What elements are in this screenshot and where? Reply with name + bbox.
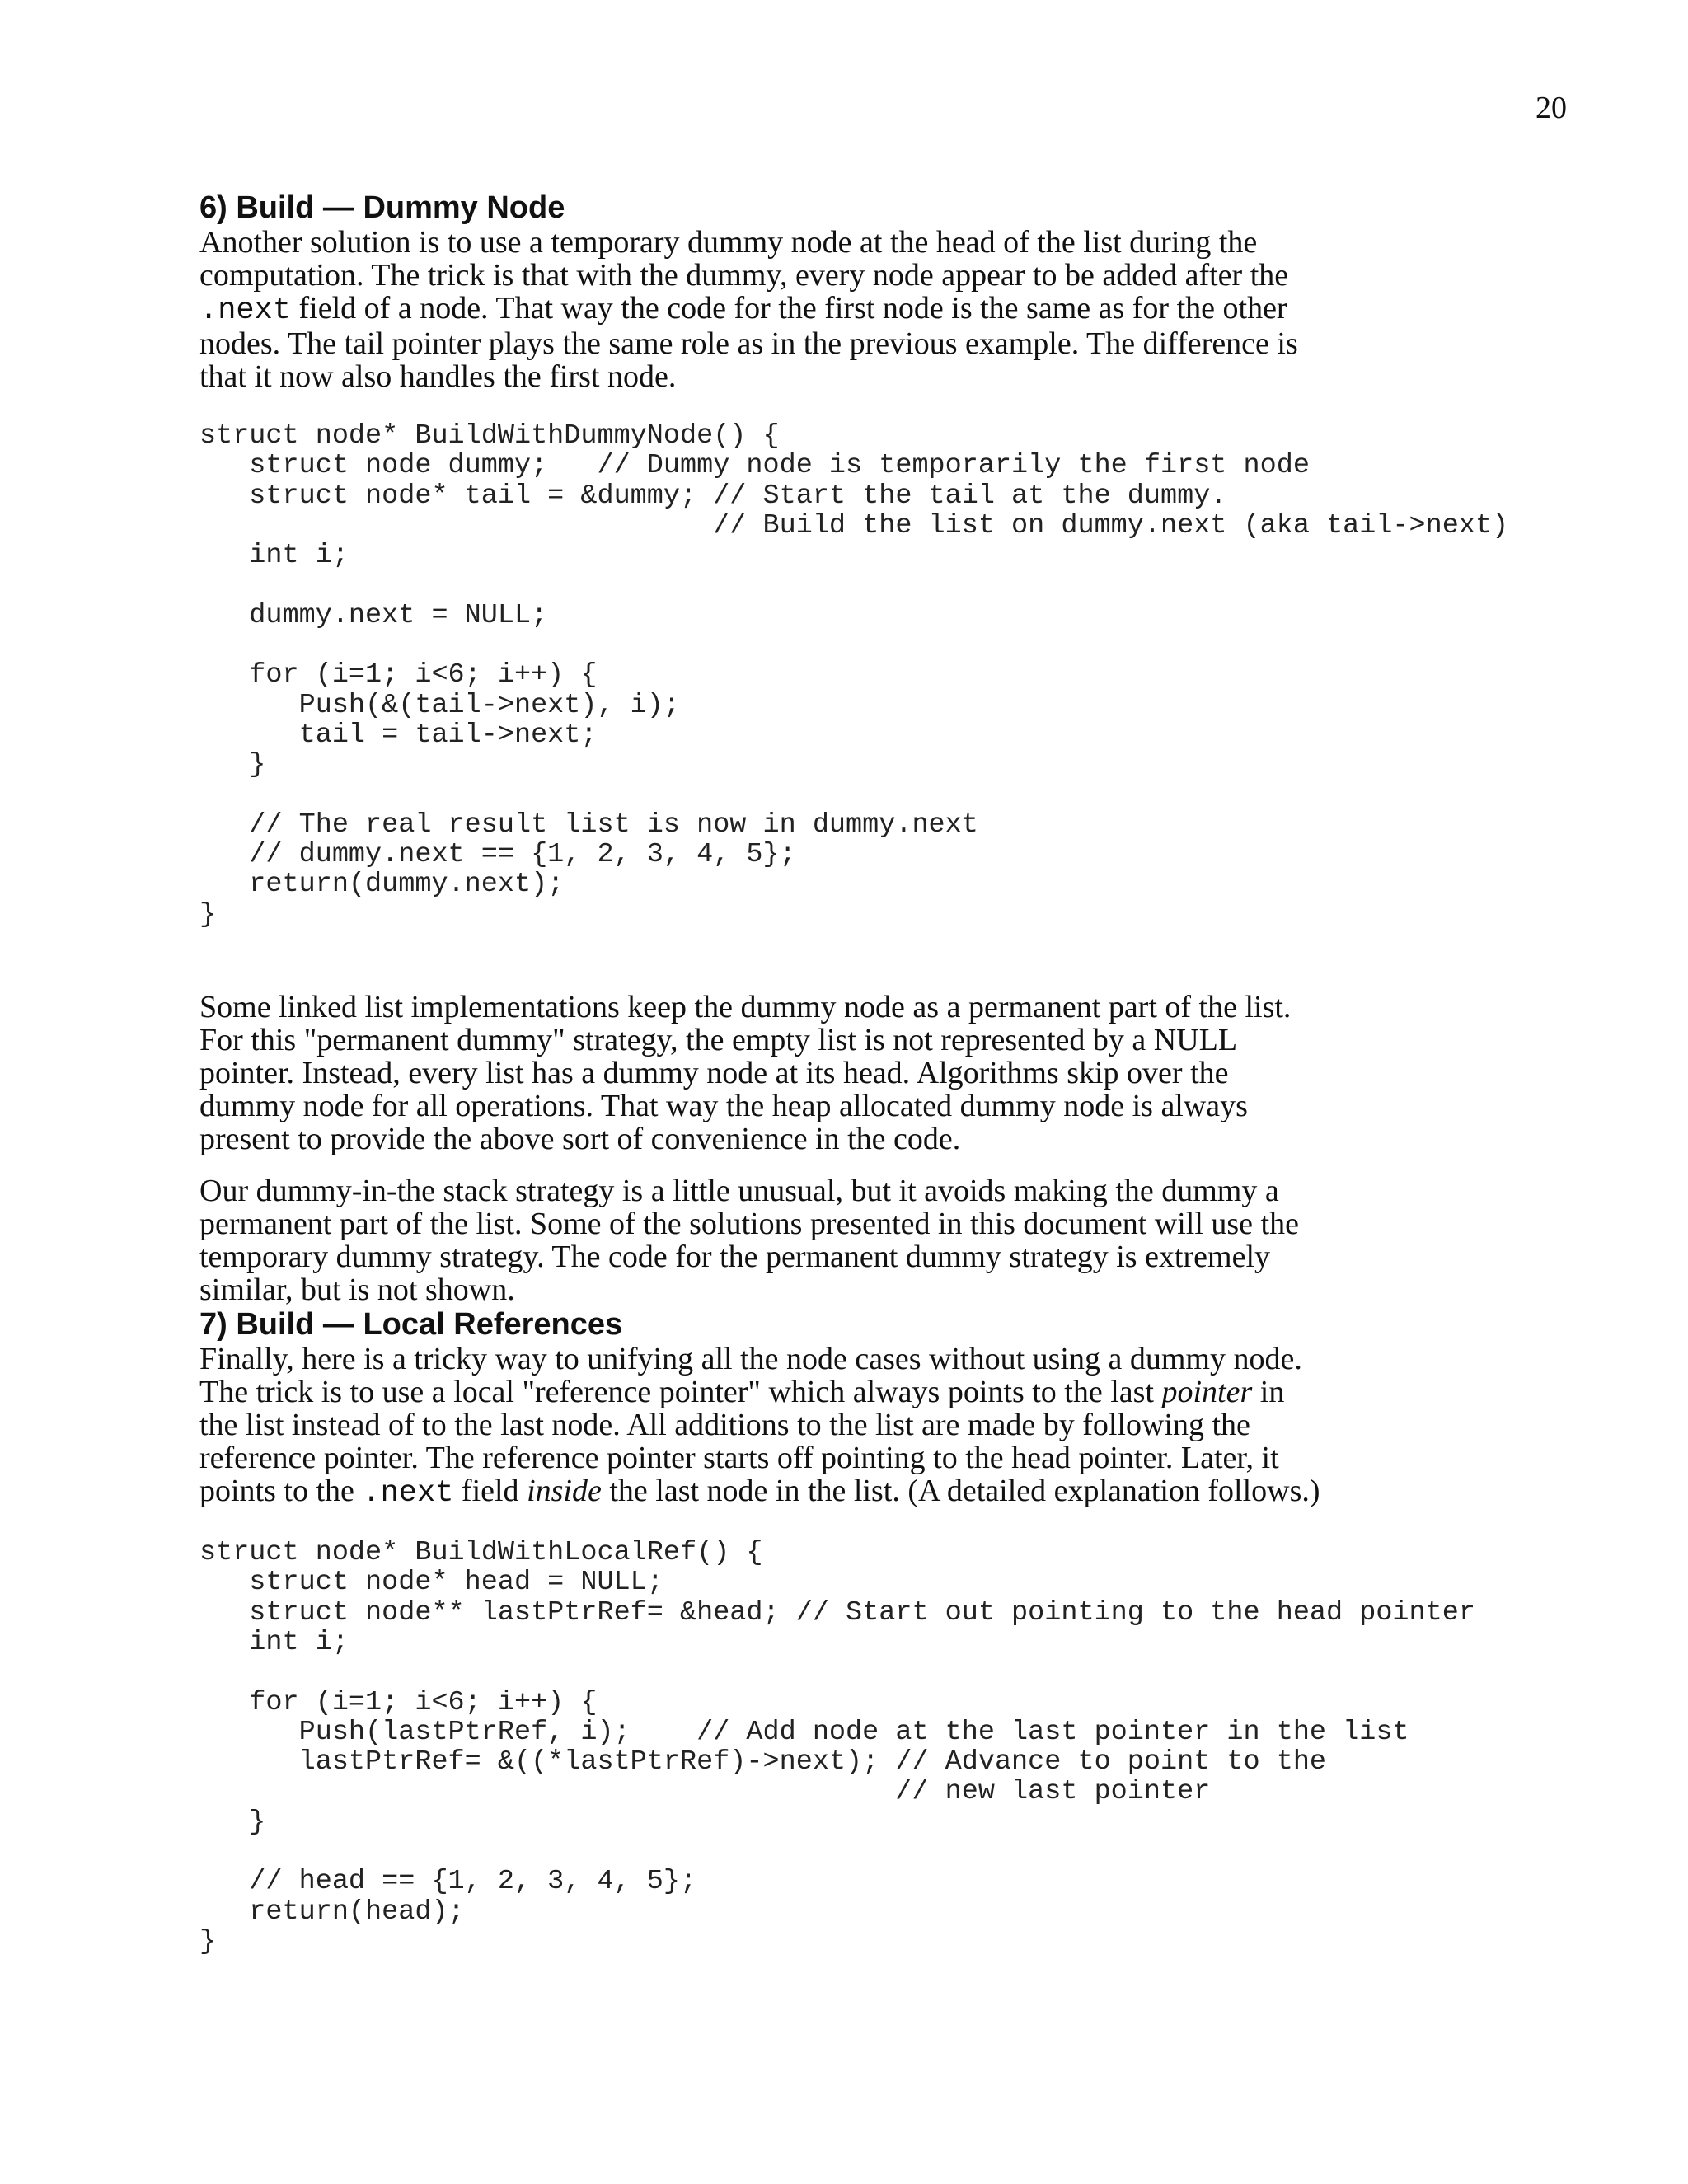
emphasis-text: inside: [527, 1474, 602, 1509]
section-6-dummy-in-stack-para: Our dummy-in-the stack strategy is a little unusual, but it avoids making the dummy a permanent part of the list. Some of the solutions presented in this document will use the temporary dummy strategy. The code for the permanent dummy strategy is extremely similar, but is not shown.: [199, 1174, 1299, 1308]
code-build-with-dummy-node: struct node* BuildWithDummyNode() { struct node dummy; // Dummy node is temporarily the first node struct node* tail = &dummy; // Start the tail at the dummy. // Build the list on dummy.next (aka tail->next) int i; dummy.next = NULL; for (i=1; i<6; i++) { Push(&(tail->next), i); tail = tail->next; } // The real result list is now in dummy.next // dummy.next == {1, 2, 3, 4, 5}; return(dummy.next); }: [199, 420, 1509, 930]
text-run: the last node in the list. (A detailed explanation follows.): [601, 1474, 1320, 1509]
text-run: field: [453, 1474, 528, 1509]
section-7-heading: 7) Build — Local References: [199, 1307, 623, 1343]
page-number: 20: [1536, 91, 1567, 125]
text-run: in the list instead of to the last node. All additions to the list are made by following the reference pointer. The reference pointer starts off pointing to the head pointer. Later, it points to the: [199, 1375, 1285, 1509]
text-run: Finally, here is a tricky way to unifying all the node cases without using a dummy node. The trick is to use a local "reference pointer" which always points to the last: [199, 1342, 1302, 1410]
section-6-heading: 6) Build — Dummy Node: [199, 190, 565, 225]
emphasis-text: pointer: [1161, 1375, 1253, 1410]
text-run: field of a node. That way the code for the first node is the same as for the other nodes. The tail pointer plays the same role as in the previous example. The difference is that it now also handles the first node.: [199, 291, 1298, 394]
page-content: [199, 190, 1518, 1957]
inline-code: .next: [199, 293, 292, 328]
text-run: Another solution is to use a temporary dummy node at the head of the list during the computation. The trick is that with the dummy, every node appear to be added after the: [199, 225, 1289, 293]
code-build-with-local-ref: struct node* BuildWithLocalRef() { struct node* head = NULL; struct node** lastPtrRef= &head; // Start out pointing to the head pointer int i; for (i=1; i<6; i++) { Push(lastPtrRef, i); // Add node at the last pointer in the list lastPtrRef= &((*lastPtrRef)->next); // Advance to point to the // new last pointer } // head == {1, 2, 3, 4, 5}; return(head); }: [199, 1537, 1475, 1957]
section-7-intro: [199, 1343, 1518, 1510]
section-6-intro: [199, 226, 1518, 393]
inline-code: .next: [362, 1476, 454, 1511]
section-6-permanent-dummy-para: Some linked list implementations keep the dummy node as a permanent part of the list. For this "permanent dummy" strategy, the empty list is not represented by a NULL pointer. Instead, every list has a dummy node at its head. Algorithms skip over the dummy node for all operations. That way the heap allocated dummy node is always present to provide the above sort of convenience in the code.: [199, 990, 1292, 1157]
